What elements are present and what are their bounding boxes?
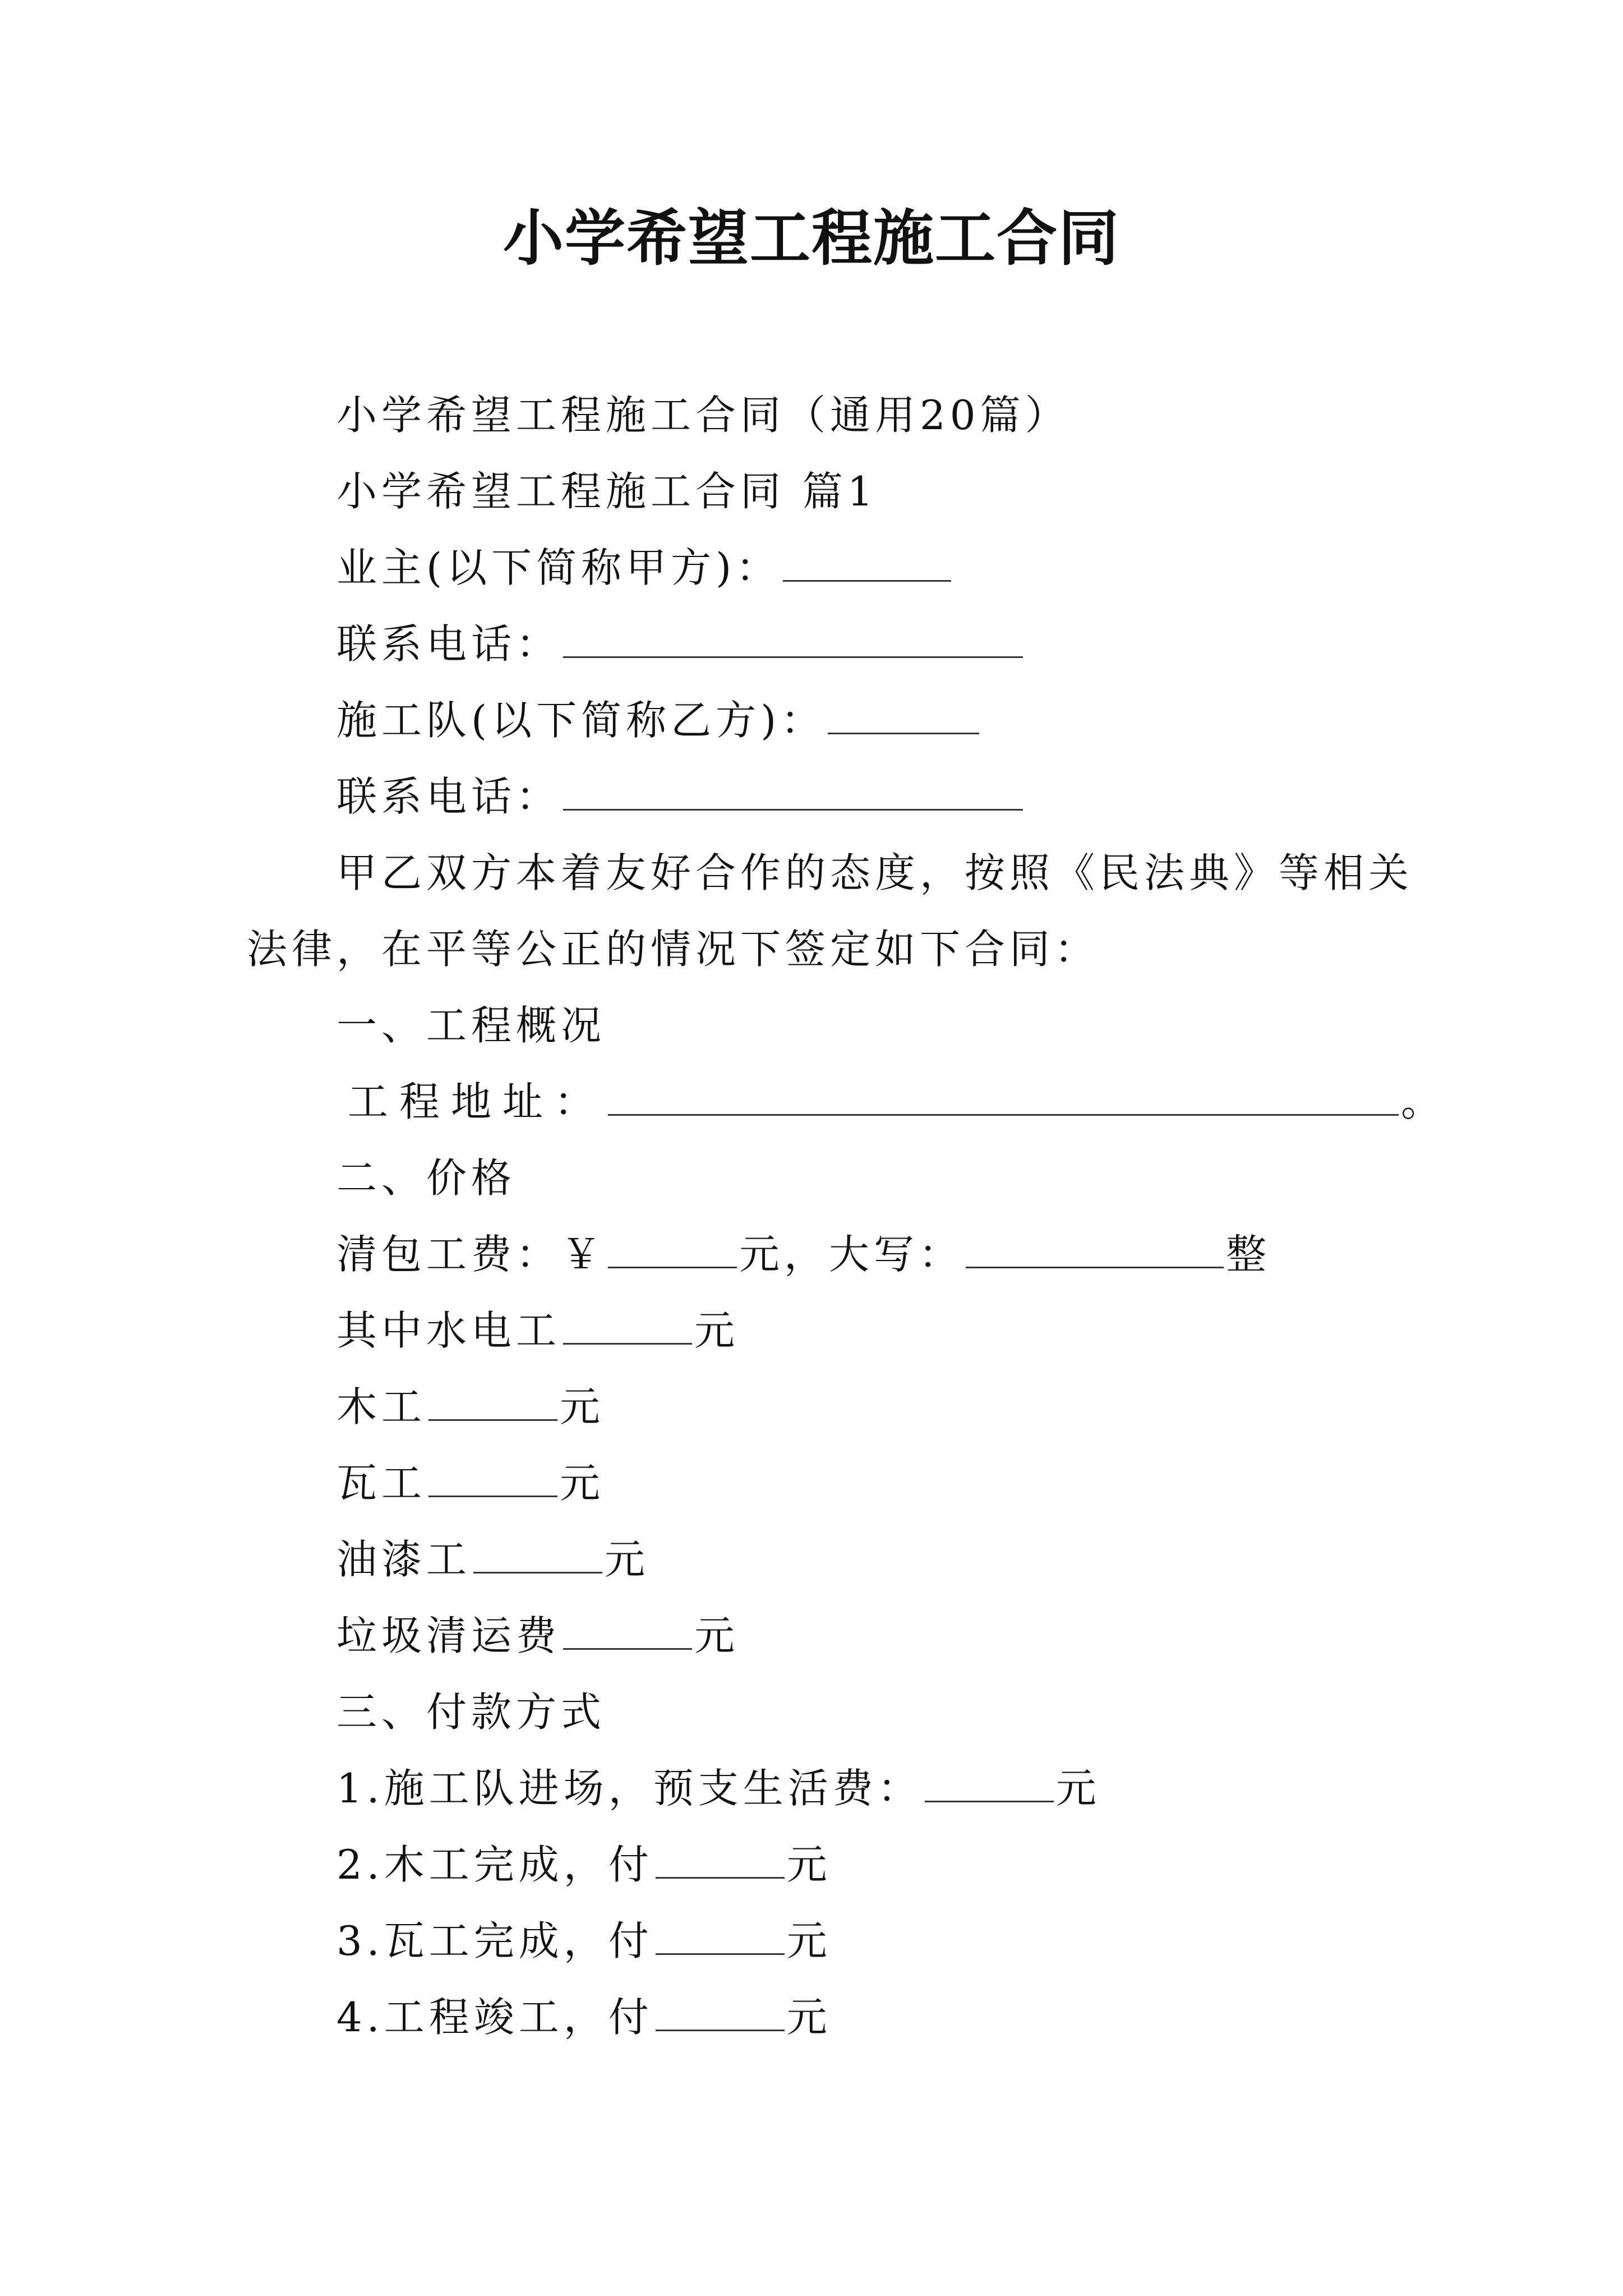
tile-unit: 元 bbox=[560, 1460, 605, 1507]
paint-unit: 元 bbox=[605, 1536, 650, 1583]
labor-line bbox=[336, 1226, 1271, 1282]
carp-unit: 元 bbox=[560, 1383, 605, 1430]
waste-line bbox=[336, 1608, 739, 1664]
waste-blank bbox=[563, 1609, 692, 1650]
waste-unit: 元 bbox=[694, 1612, 740, 1659]
document-title: 小学希望工程施工合同 bbox=[502, 203, 1120, 274]
owner-blank bbox=[783, 541, 951, 582]
paint-label: 油漆工 bbox=[336, 1536, 472, 1583]
team-line bbox=[336, 692, 981, 748]
pay2-blank bbox=[656, 1838, 785, 1879]
owner-label: 业主(以下简称甲方)： bbox=[336, 544, 781, 591]
team-phone-blank bbox=[563, 770, 1023, 811]
labor-capital-blank bbox=[966, 1227, 1224, 1268]
plumb-line bbox=[336, 1303, 739, 1359]
carp-line bbox=[336, 1379, 605, 1435]
waste-label: 垃圾清运费 bbox=[336, 1612, 561, 1659]
paint-blank bbox=[473, 1533, 602, 1573]
plumb-blank bbox=[563, 1304, 692, 1345]
pay3-unit: 元 bbox=[786, 1917, 832, 1964]
sec3-heading: 三、付款方式 bbox=[336, 1688, 606, 1736]
pay2-unit: 元 bbox=[786, 1841, 832, 1888]
intro-line-1: 甲乙双方本着友好合作的态度，按照《民法典》等相关 bbox=[336, 849, 1414, 896]
tile-blank bbox=[428, 1456, 557, 1497]
intro-line-2: 法律，在平等公正的情况下签定如下合同： bbox=[247, 926, 1100, 973]
document-subtitle: 小学希望工程施工合同（通用20篇） bbox=[336, 392, 1070, 439]
sec2-heading: 二、价格 bbox=[336, 1154, 517, 1202]
address-label: 工程地址： bbox=[348, 1078, 606, 1125]
team-phone-label: 联系电话： bbox=[336, 773, 561, 820]
pay1-label: 1.施工队进场，预支生活费： bbox=[336, 1765, 923, 1812]
tile-line bbox=[336, 1455, 605, 1511]
pay3-line bbox=[336, 1913, 832, 1969]
pay4-unit: 元 bbox=[786, 1994, 832, 2041]
pay2-line bbox=[336, 1837, 832, 1893]
pay4-blank bbox=[656, 1990, 785, 2031]
paint-line bbox=[336, 1531, 649, 1588]
plumb-unit: 元 bbox=[694, 1307, 740, 1354]
pay1-unit: 元 bbox=[1055, 1765, 1101, 1812]
labor-unit: 元，大写： bbox=[739, 1231, 964, 1278]
tile-label: 瓦工 bbox=[336, 1460, 427, 1507]
team-blank bbox=[828, 693, 979, 734]
owner-phone-blank bbox=[563, 617, 1023, 658]
pay4-line bbox=[336, 1989, 832, 2045]
plumb-label: 其中水电工 bbox=[336, 1307, 561, 1354]
team-label: 施工队(以下简称乙方)： bbox=[336, 697, 826, 744]
section-heading: 小学希望工程施工合同 篇1 bbox=[336, 468, 878, 515]
pay4-label: 4.工程竣工，付 bbox=[336, 1994, 653, 2041]
pay1-line bbox=[336, 1760, 1101, 1816]
pay3-blank bbox=[656, 1914, 785, 1955]
owner-phone-line bbox=[336, 616, 1025, 672]
address-blank bbox=[608, 1075, 1399, 1116]
carp-label: 木工 bbox=[336, 1383, 427, 1430]
address-line bbox=[348, 1074, 1453, 1130]
owner-line bbox=[336, 540, 953, 596]
labor-end: 整 bbox=[1226, 1231, 1271, 1278]
address-end: 。 bbox=[1401, 1078, 1453, 1125]
labor-amount-blank bbox=[608, 1227, 737, 1268]
carp-blank bbox=[428, 1380, 557, 1421]
pay1-blank bbox=[925, 1761, 1054, 1802]
sec1-heading: 一、工程概况 bbox=[336, 1002, 606, 1049]
labor-label: 清包工费：￥ bbox=[336, 1231, 606, 1278]
pay2-label: 2.木工完成，付 bbox=[336, 1841, 653, 1888]
pay3-label: 3.瓦工完成，付 bbox=[336, 1917, 653, 1964]
owner-phone-label: 联系电话： bbox=[336, 620, 561, 668]
team-phone-line bbox=[336, 769, 1025, 825]
